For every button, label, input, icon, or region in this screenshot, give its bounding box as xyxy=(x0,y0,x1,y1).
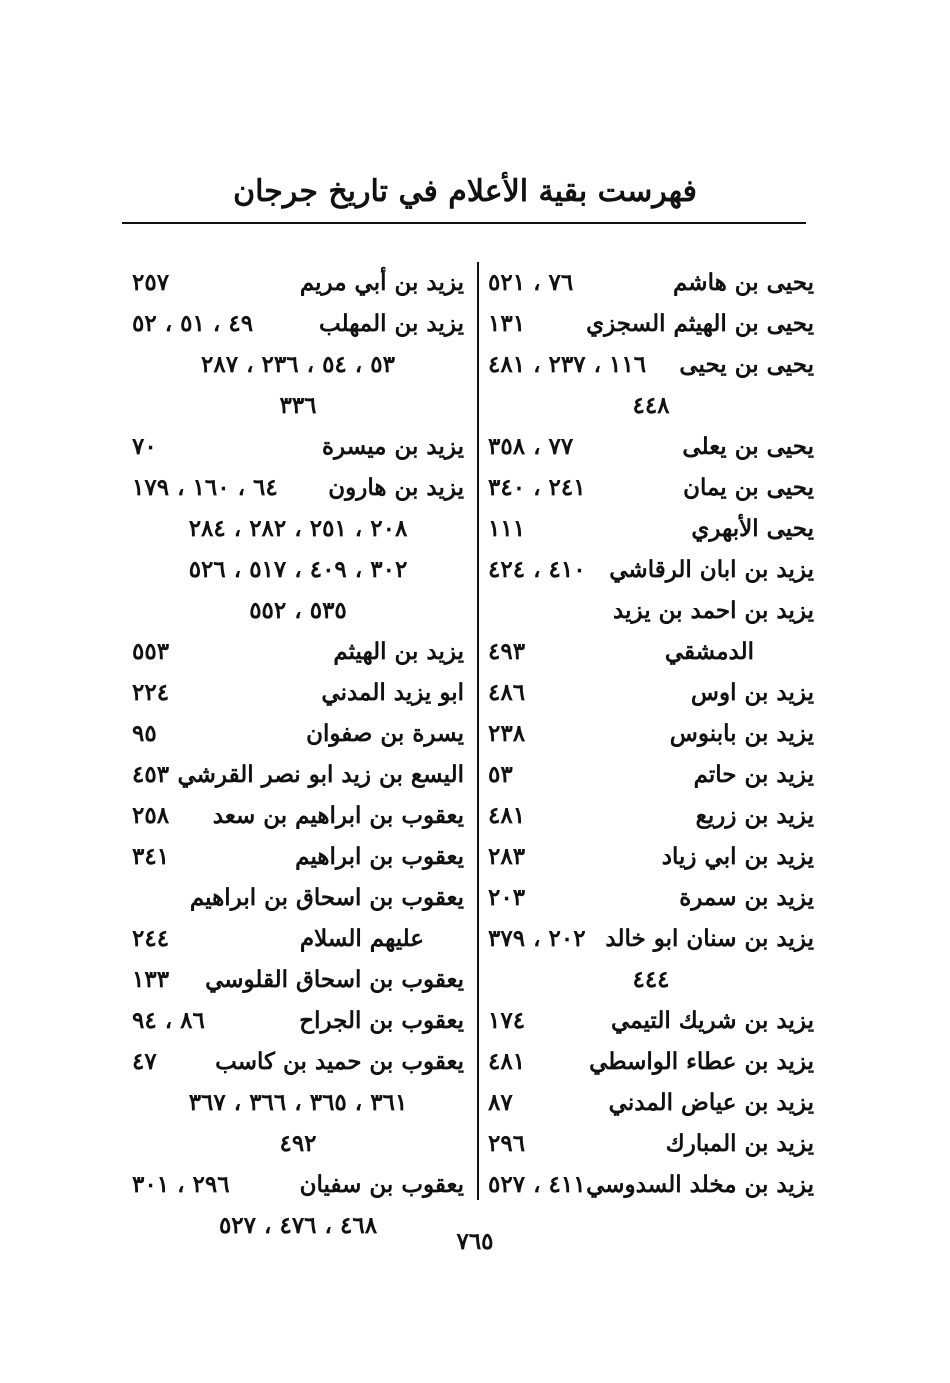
index-entry xyxy=(132,795,464,836)
page-number: ٧٦٥ xyxy=(456,1228,494,1255)
index-entry xyxy=(488,754,814,795)
entry-page-refs: ١٧٤ xyxy=(488,1007,526,1034)
entry-page-refs: ١٣١ xyxy=(488,310,526,337)
index-entry xyxy=(488,1082,814,1123)
index-entry xyxy=(132,959,464,1000)
entry-page-refs: ٤٨٦ xyxy=(488,679,526,706)
entry-name: يزيد بن حاتم xyxy=(693,761,814,788)
entry-page-refs: ٧٧ ، ٣٥٨ xyxy=(488,433,574,460)
entry-page-refs-continued: ٣٦١ ، ٣٦٥ ، ٣٦٦ ، ٣٦٧ xyxy=(188,1089,408,1116)
entry-page-refs: ٧٠ xyxy=(132,433,157,460)
index-entry xyxy=(132,1041,464,1082)
title-rule xyxy=(122,222,806,224)
entry-name: يحيى بن يمان xyxy=(683,474,814,501)
index-entry xyxy=(132,1000,464,1041)
entry-page-refs-continued: ٤٩٢ xyxy=(279,1130,317,1157)
entry-name: يعقوب بن سفيان xyxy=(299,1171,464,1198)
entry-name: يزيد بن اوس xyxy=(690,679,814,706)
index-entry xyxy=(488,344,814,385)
entry-page-refs-continued: ٣٠٢ ، ٤٠٩ ، ٥١٧ ، ٥٢٦ xyxy=(188,556,408,583)
index-entry xyxy=(488,672,814,713)
entry-page-refs: ٤٥٣ xyxy=(132,761,170,788)
entry-page-refs: ٢٨٣ xyxy=(488,843,526,870)
index-column-right xyxy=(488,262,814,1205)
entry-name: يزيد بن سنان ابو خالد xyxy=(605,925,814,952)
entry-page-refs-continued: ٤٤٤ xyxy=(632,966,670,993)
entry-page-refs: ٥٣ xyxy=(488,761,513,788)
index-entry xyxy=(132,713,464,754)
entry-page-refs: ٧٦ ، ٥٢١ xyxy=(488,269,574,296)
entry-page-refs: ٢٠٢ ، ٣٧٩ xyxy=(488,925,586,952)
entry-page-refs: ٢٩٦ ، ٣٠١ xyxy=(132,1171,230,1198)
entry-name: ابو يزيد المدني xyxy=(321,679,464,706)
entry-page-refs: ٢٤٤ xyxy=(132,925,170,952)
entry-page-refs-continued: ٤٦٨ ، ٤٧٦ ، ٥٢٧ xyxy=(218,1212,378,1239)
index-continuation-line xyxy=(132,508,464,549)
index-entry xyxy=(132,262,464,303)
entry-page-refs: ٤١٠ ، ٤٢٤ xyxy=(488,556,586,583)
entry-page-refs-continued: ٥٣ ، ٥٤ ، ٢٣٦ ، ٢٨٧ xyxy=(201,351,395,378)
entry-page-refs: ٢٣٨ xyxy=(488,720,526,747)
entry-name: يزيد بن المهلب xyxy=(319,310,464,337)
entry-page-refs: ٢٠٣ xyxy=(488,884,526,911)
entry-name: يزيد بن شريك التيمي xyxy=(611,1007,814,1034)
entry-name: الدمشقي xyxy=(664,638,754,665)
entry-name: يزيد بن أبي مريم xyxy=(299,269,464,296)
entry-page-refs-continued: ٣٣٦ xyxy=(279,392,317,419)
entry-name: يزيد بن عياض المدني xyxy=(608,1089,814,1116)
index-entry xyxy=(488,1164,814,1205)
index-entry xyxy=(132,754,464,795)
index-continuation-line xyxy=(132,385,464,426)
index-entry xyxy=(132,877,464,918)
entry-page-refs-continued: ٢٠٨ ، ٢٥١ ، ٢٨٢ ، ٢٨٤ xyxy=(188,515,408,542)
index-continuation-line xyxy=(132,344,464,385)
index-continuation-line xyxy=(488,959,814,1000)
index-entry xyxy=(488,303,814,344)
entry-page-refs: ٤١١ ، ٥٢٧ xyxy=(488,1171,586,1198)
index-entry xyxy=(488,1041,814,1082)
entry-page-refs: ٦٤ ، ١٦٠ ، ١٧٩ xyxy=(132,474,278,501)
entry-name: يعقوب بن ابراهيم xyxy=(295,843,464,870)
entry-name: يزيد بن مخلد السدوسي xyxy=(586,1171,814,1198)
entry-page-refs: ٩٥ xyxy=(132,720,157,747)
index-entry xyxy=(132,631,464,672)
entry-name: يزيد بن ابان الرقاشي xyxy=(609,556,814,583)
index-continuation-line xyxy=(132,1123,464,1164)
entry-page-refs: ٤٨١ xyxy=(488,1048,526,1075)
entry-page-refs: ٢٥٨ xyxy=(132,802,170,829)
index-entry xyxy=(488,631,814,672)
entry-name: يعقوب بن اسحاق القلوسي xyxy=(205,966,464,993)
entry-name: يزيد بن بابنوس xyxy=(669,720,814,747)
entry-name: يزيد بن الهيثم xyxy=(333,638,464,665)
index-entry xyxy=(488,262,814,303)
entry-name: يعقوب بن حميد بن كاسب xyxy=(215,1048,464,1075)
entry-page-refs: ٨٧ xyxy=(488,1089,513,1116)
index-entry xyxy=(488,1000,814,1041)
index-entry xyxy=(488,426,814,467)
index-entry xyxy=(132,303,464,344)
index-entry xyxy=(132,672,464,713)
index-entry xyxy=(488,918,814,959)
entry-name: يعقوب بن اسحاق بن ابراهيم xyxy=(189,884,464,911)
index-entry xyxy=(488,836,814,877)
index-column-left xyxy=(132,262,464,1246)
column-divider xyxy=(477,262,479,1200)
entry-name: اليسع بن زيد ابو نصر القرشي xyxy=(177,761,464,788)
entry-page-refs: ١٣٣ xyxy=(132,966,170,993)
entry-name: يسرة بن صفوان xyxy=(306,720,464,747)
entry-page-refs: ٤٩٣ xyxy=(488,638,526,665)
entry-page-refs: ٢٤١ ، ٣٤٠ xyxy=(488,474,586,501)
entry-page-refs: ٤٩ ، ٥١ ، ٥٢ xyxy=(132,310,254,337)
entry-page-refs: ٢٥٧ xyxy=(132,269,170,296)
index-entry xyxy=(488,713,814,754)
entry-name: يحيى بن يحيى xyxy=(679,351,814,378)
entry-page-refs: ٨٦ ، ٩٤ xyxy=(132,1007,205,1034)
entry-page-refs: ٢٢٤ xyxy=(132,679,170,706)
index-entry xyxy=(132,918,464,959)
index-continuation-line xyxy=(132,1082,464,1123)
index-continuation-line xyxy=(132,549,464,590)
index-entry xyxy=(488,549,814,590)
index-entry xyxy=(488,877,814,918)
entry-page-refs-continued: ٤٤٨ xyxy=(632,392,670,419)
entry-name: يعقوب بن الجراح xyxy=(299,1007,464,1034)
index-continuation-line xyxy=(488,385,814,426)
entry-page-refs: ١١٦ ، ٢٣٧ ، ٤٨١ xyxy=(488,351,647,378)
entry-name: يحيى بن الهيثم السجزي xyxy=(586,310,814,337)
index-entry xyxy=(488,590,814,631)
entry-name: يزيد بن عطاء الواسطي xyxy=(589,1048,814,1075)
entry-page-refs: ٢٩٦ xyxy=(488,1130,526,1157)
index-entry xyxy=(488,1123,814,1164)
entry-name: يحيى بن هاشم xyxy=(673,269,814,296)
entry-name: عليهم السلام xyxy=(299,925,424,952)
entry-name: يحيى الأبهري xyxy=(691,515,814,542)
entry-page-refs: ١١١ xyxy=(488,515,526,542)
entry-name: يزيد بن احمد بن يزيد xyxy=(613,597,814,624)
page-title: فهرست بقية الأعلام في تاريخ جرجان xyxy=(233,174,697,209)
index-entry xyxy=(132,836,464,877)
index-continuation-line xyxy=(132,590,464,631)
index-entry xyxy=(488,467,814,508)
entry-page-refs: ٥٥٣ xyxy=(132,638,170,665)
entry-name: يزيد بن زريع xyxy=(695,802,814,829)
entry-name: يعقوب بن ابراهيم بن سعد xyxy=(212,802,464,829)
entry-name: يزيد بن ابي زياد xyxy=(661,843,814,870)
index-entry xyxy=(132,467,464,508)
index-entry xyxy=(132,426,464,467)
entry-name: يزيد بن ميسرة xyxy=(321,433,464,460)
entry-name: يزيد بن المبارك xyxy=(665,1130,814,1157)
entry-page-refs: ٤٧ xyxy=(132,1048,157,1075)
index-entry xyxy=(132,1164,464,1205)
entry-page-refs: ٣٤١ xyxy=(132,843,170,870)
index-entry xyxy=(488,508,814,549)
entry-page-refs-continued: ٥٣٥ ، ٥٥٢ xyxy=(249,597,347,624)
entry-name: يحيى بن يعلى xyxy=(682,433,814,460)
entry-name: يزيد بن سمرة xyxy=(679,884,814,911)
entry-name: يزيد بن هارون xyxy=(328,474,464,501)
entry-page-refs: ٤٨١ xyxy=(488,802,526,829)
index-entry xyxy=(488,795,814,836)
